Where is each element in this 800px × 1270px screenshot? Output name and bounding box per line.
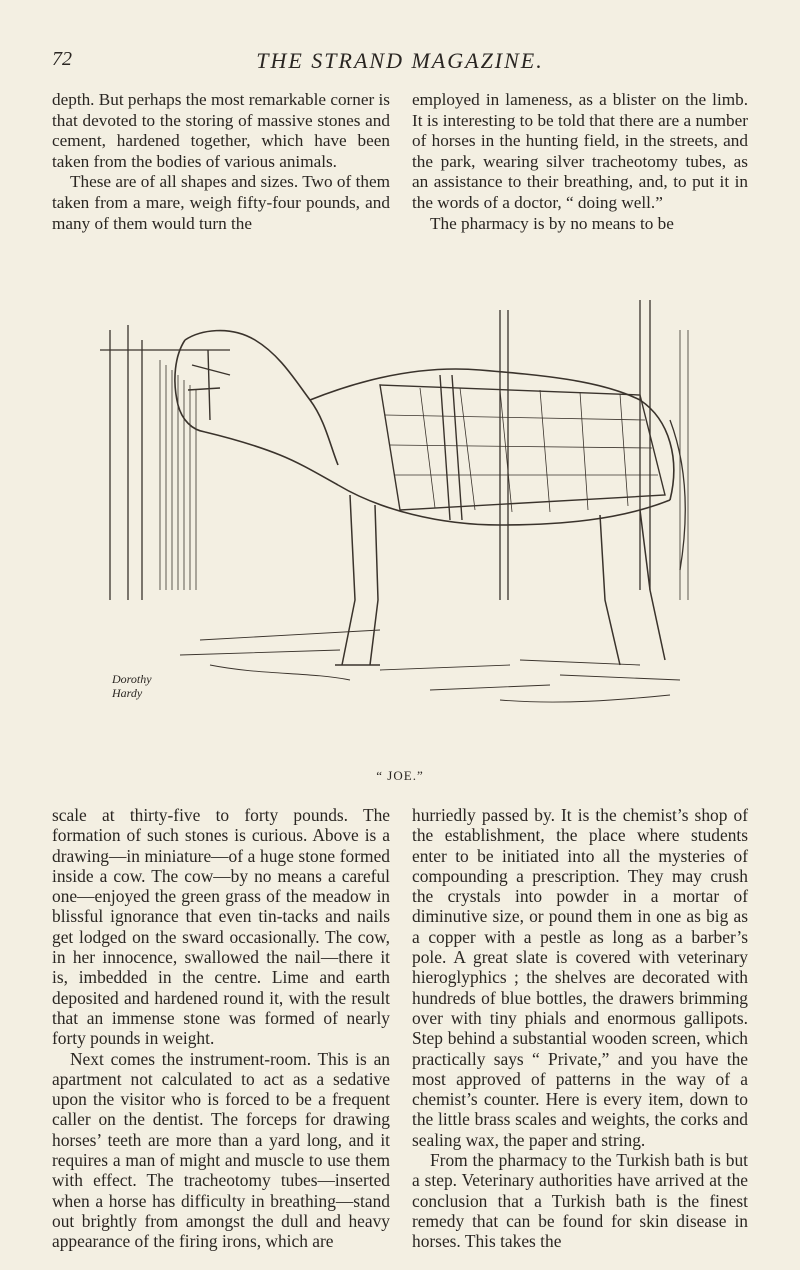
column-top-right xyxy=(412,90,748,234)
paragraph: These are of all shapes and sizes. Two of them taken from a mare, weigh fifty-four pounds, and many of them would turn the xyxy=(52,172,390,233)
illustration-caption: “ JOE.” xyxy=(376,768,424,783)
paragraph: employed in lameness, as a blister on the limb. It is interesting to be told that there are a number of horses in the hunting field, in the streets, and the park, wearing silver tracheotomy tubes, as an assistance to their breathing, and, to put it in the words of a doctor, “ doing well.” xyxy=(412,90,748,212)
horse-illustration xyxy=(80,270,720,750)
paragraph: depth. But perhaps the most remarkable corner is that devoted to the storing of massive stones and cement, hardened together, which have been taken from the bodies of various animals. xyxy=(52,90,390,171)
running-title: THE STRAND MAGAZINE. xyxy=(256,48,544,73)
column-bottom-right xyxy=(412,805,748,1252)
paragraph: hurriedly passed by. It is the chemist’s shop of the establishment, the place where students enter to be initiated into all the mysteries of compounding a prescription. They may crush the crystals into powder in a mortar of diminutive size, or pound them in one as big as a copper with a pestle as long as a barber’s pole. A great slate is covered with veterinary hieroglyphics ; the shelves are decorated with hundreds of blue bottles, the drawers brimming over with tiny phials and enormous gallipots. Step behind a substantial wooden screen, which practically says “ Private,” and you have the most approved of patterns in the way of a chemist’s counter. Here is every item, down to the little brass scales and weights, the corks and sealing wax, the paper and string. xyxy=(412,805,748,1150)
paragraph: Next comes the instrument-room. This is an apartment not calculated to act as a sedative upon the visitor who is forced to be a frequent caller on the dentist. The forceps for drawing horses’ teeth are more than a yard long, and it requires a man of might and muscle to use them with effect. The tracheotomy tubes—inserted when a horse has difficulty in breathing—stand out brightly from amongst the dull and heavy appearance of the firing irons, which are xyxy=(52,1048,390,1252)
artist-signature xyxy=(112,672,152,700)
paragraph: scale at thirty-five to forty pounds. The formation of such stones is curious. Above is a drawing—in miniature—of a huge stone formed inside a cow. The cow—by no means a careful one—enjoyed the green grass of the meadow in blissful ignorance that even tin-tacks and nails get lodged on the sward occasionally. The cow, in her innocence, swallowed the nail—there it is, imbedded in the centre. Lime and earth deposited and hardened round it, with the result that an immense stone was formed of nearly forty pounds in weight. xyxy=(52,805,390,1049)
paragraph: From the pharmacy to the Turkish bath is but a step. Veterinary authorities have arrived at the conclusion that a Turkish bath is the finest remedy that can be found for skin disease in horses. This takes the xyxy=(412,1150,748,1252)
column-top-left xyxy=(52,90,390,234)
page-header xyxy=(0,48,800,78)
column-bottom-left xyxy=(52,805,390,1252)
signature-line: Hardy xyxy=(112,686,143,700)
paragraph: The pharmacy is by no means to be xyxy=(430,213,674,233)
page-number: 72 xyxy=(52,48,72,70)
signature-line: Dorothy xyxy=(112,672,152,686)
